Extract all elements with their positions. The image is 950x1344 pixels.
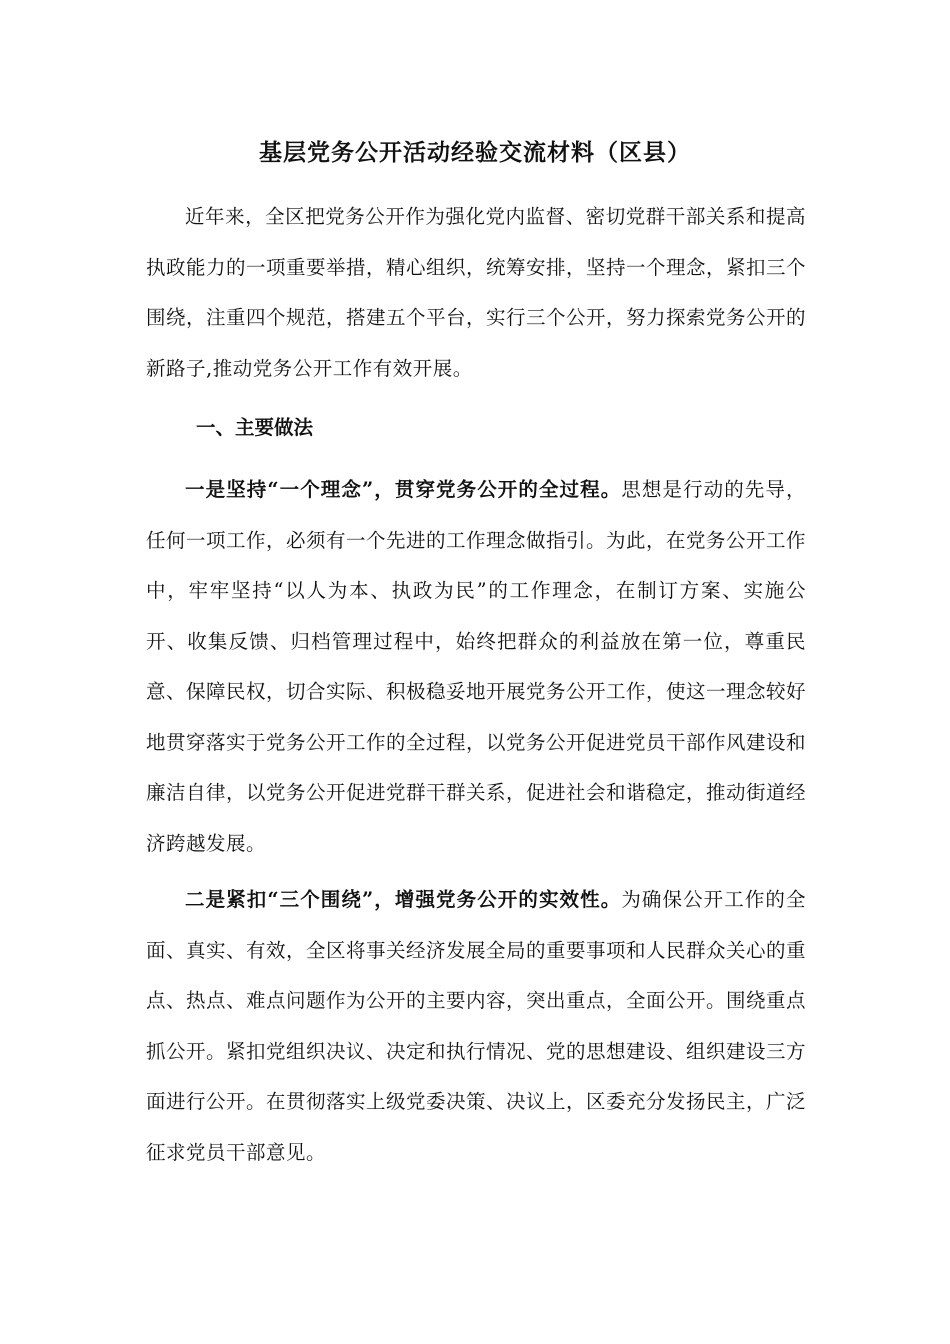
item-body-1: 思想是行动的先导，任何一项工作，必须有一个先进的工作理念做指引。为此，在党务公开工作中，牢牢坚持“以人为本、执政为民”的工作理念，在制订方案、实施公开、收集反馈、归档管理过程中，始终把群众的利益放在第一位，尊重民意、保障民权，切合实际、积极稳妥地开展党务公开工作，使这一理念较好地贯穿落实于党务公开工作的全过程，以党务公开促进党员干部作风建设和廉洁自律，以党务公开促进党群干群关系，促进社会和谐稳定，推动街道经济跨越发展。 — [146, 478, 807, 855]
item-paragraph-2 — [146, 875, 806, 1178]
item-paragraph-1 — [146, 465, 806, 869]
item-lead-2: 二是紧扣“三个围绕”，增强党务公开的实效性。 — [185, 888, 622, 911]
intro-paragraph: 近年来，全区把党务公开作为强化党内监督、密切党群干部关系和提高执政能力的一项重要举措，精心组织，统筹安排，坚持一个理念，紧扣三个围绕，注重四个规范，搭建五个平台，实行三个公开，努力探索党务公开的新路子,推动党务公开工作有效开展。 — [146, 205, 807, 380]
document-title: 基层党务公开活动经验交流材料（区县） — [259, 139, 691, 166]
section-heading: 一、主要做法 — [196, 416, 314, 439]
item-body-2: 为确保公开工作的全面、真实、有效，全区将事关经济发展全局的重要事项和人民群众关心的重点、热点、难点问题作为公开的主要内容，突出重点，全面公开。围绕重点抓公开。紧扣党组织决议、决定和执行情况、党的思想建设、组织建设三方面进行公开。在贯彻落实上级党委决策、决议上，区委充分发扬民主，广泛征求党员干部意见。 — [146, 888, 807, 1164]
item-lead-1: 一是坚持“一个理念”，贯穿党务公开的全过程。 — [185, 478, 622, 501]
